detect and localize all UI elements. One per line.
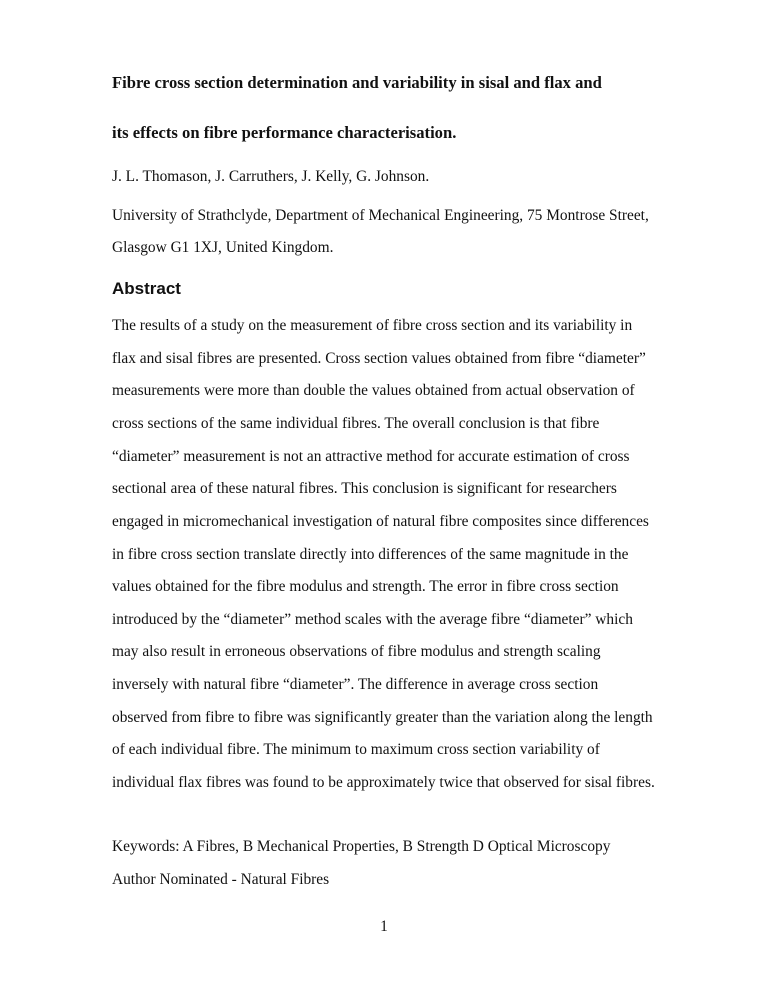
author-nominated: Author Nominated - Natural Fibres: [112, 871, 330, 888]
keywords: Keywords: A Fibres, B Mechanical Properties, B Strength D Optical Microscopy: [112, 838, 611, 855]
page-number: 1: [380, 918, 388, 935]
abstract-line: values obtained for the fibre modulus and strength. The error in fibre cross section: [112, 578, 619, 596]
abstract-line: may also result in erroneous observations of fibre modulus and strength scaling: [112, 643, 601, 661]
abstract-line: sectional area of these natural fibres. This conclusion is significant for researchers: [112, 480, 617, 498]
abstract-line: “diameter” measurement is not an attractive method for accurate estimation of cross: [112, 447, 630, 465]
affiliation-line-1: University of Strathclyde, Department of Mechanical Engineering, 75 Montrose Street,: [112, 207, 649, 224]
abstract-line: individual flax fibres was found to be approximately twice that observed for sisal fibres.: [112, 774, 655, 791]
abstract-line: engaged in micromechanical investigation of natural fibre composites since differences: [112, 512, 649, 530]
affiliation-line-2: Glasgow G1 1XJ, United Kingdom.: [112, 239, 334, 256]
abstract-heading: Abstract: [112, 279, 181, 298]
title-line-2: its effects on fibre performance characterisation.: [112, 123, 457, 142]
abstract-line: inversely with natural fibre “diameter”. The difference in average cross section: [112, 676, 599, 694]
abstract-line: cross sections of the same individual fibres. The overall conclusion is that fibre: [112, 414, 600, 432]
authors: J. L. Thomason, J. Carruthers, J. Kelly, G. Johnson.: [112, 168, 430, 185]
abstract-line: introduced by the “diameter” method scales with the average fibre “diameter” which: [112, 610, 633, 628]
abstract-line: measurements were more than double the values obtained from actual observation of: [112, 382, 635, 400]
title-line-1: Fibre cross section determination and variability in sisal and flax and: [112, 73, 602, 92]
abstract-line: of each individual fibre. The minimum to maximum cross section variability of: [112, 741, 600, 759]
abstract-line: flax and sisal fibres are presented. Cross section values obtained from fibre “diameter”: [112, 349, 646, 367]
abstract-line: in fibre cross section translate directly into differences of the same magnitude in the: [112, 545, 629, 563]
abstract-line: The results of a study on the measurement of fibre cross section and its variability in: [112, 317, 633, 334]
abstract-line: observed from fibre to fibre was significantly greater than the variation along the length: [112, 708, 653, 726]
